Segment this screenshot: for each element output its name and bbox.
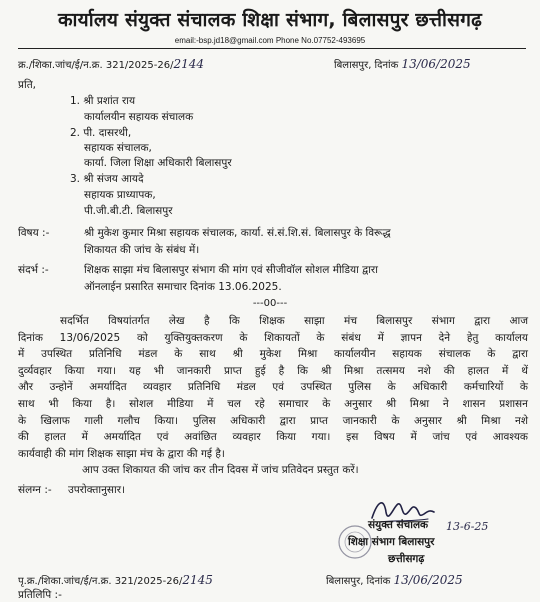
subject-line-2: शिकायत की जांच के संबंध में। [84, 244, 200, 256]
letter-number-prefix: क्र./शिका.जांच/ई/न.क्र. 321/2025-26/ [18, 60, 174, 71]
body-line: साथ भी किया है। सोशल मीडिया में चल रहे समाचार के अनुसार श्री मिश्रा ने शासन प्रशासन [18, 397, 528, 410]
copy-to-label: प्रतिलिपि :- [18, 589, 62, 601]
letter-date-label: बिलासपुर, दिनांक [334, 60, 399, 71]
reference-line-2: ऑनलाईन प्रसारित समाचार दिनांक 13.06.2025. [84, 281, 282, 293]
signatory-designation: संयुक्त संचालक [368, 519, 429, 531]
body-line: के खिलाफ गाली गलौच किया। पुलिस अधिकारी द्वारा प्राप्त जानकारी के अनुसार श्री मिश्रा नशे [18, 414, 528, 427]
recipient-2-name: 2. पी. दासरथी, [70, 127, 132, 139]
body-line: में उपस्थित प्रतिनिधि मंडल के साथ श्री मुकेश मिश्रा कार्यालयीन सहायक संचालक के द्वारा [18, 348, 528, 361]
recipient-1-designation: कार्यालयीन सहायक संचालक [84, 111, 194, 123]
reference-line-1: शिक्षक साझा मंच बिलासपुर संभाग की मांग एवं सीजीवॉल सोशल मीडिया द्वारा [84, 264, 378, 276]
letter-date [334, 57, 471, 71]
body-line: और उन्होनें अमर्यादित व्यवहार प्रतिनिधि मंडल एवं उपस्थित पुलिस के अधिकारी कर्मचारियों के [18, 381, 528, 394]
enclosure-label: संलग्न :- [18, 484, 52, 496]
signatory-office: शिक्षा संभाग बिलासपुर [348, 536, 435, 548]
body-line: की हालत में अमर्यादित एवं अवांछित व्यवहार किया गया। इस विषय में जांच एवं आवश्यक [18, 431, 528, 444]
subject-label: विषय :- [18, 227, 50, 239]
contact-line: email:-bsp.jd18@gmail.com Phone No.07752-493695 [174, 36, 366, 45]
reference-label: संदर्भ :- [18, 264, 49, 276]
to-label: प्रति, [18, 79, 37, 91]
endorsement-number-prefix: पृ.क्र./शिका.जांच/ई/न.क्र. 321/2025-26/ [18, 576, 183, 587]
signatory-state: छत्तीसगढ़ [388, 553, 425, 565]
body-line: दुर्व्यवहार किया गया। यह भी जानकारी प्राप्त हुई है कि श्री मिश्रा तत्समय नशे की हालत में थें [18, 364, 528, 377]
closing-line: आप उक्त शिकायत की जांच कर तीन दिवस में जांच प्रतिवेदन प्रस्तुत करें। [82, 464, 359, 476]
enclosure-value: उपरोक्तानुसार। [68, 484, 125, 496]
subject-line-1: श्री मुकेश कुमार मिश्रा सहायक संचालक, कार्या. सं.सं.शि.सं. बिलासपुर के विरूद्ध [84, 227, 391, 239]
body-paragraph [18, 313, 528, 462]
endorsement-date-handwritten: 13/06/2025 [393, 573, 463, 587]
endorsement-number-handwritten: 2145 [182, 573, 213, 587]
office-title: कार्यालय संयुक्त संचालक शिक्षा संभाग, बिलासपुर छत्तीसगढ़ [57, 9, 483, 31]
letter-number-handwritten: 2144 [173, 57, 204, 71]
recipient-3-name: 3. श्री संजय आयदे [70, 173, 144, 185]
recipient-2-designation: सहायक संचालक, [84, 142, 152, 154]
endorsement-date-label: बिलासपुर, दिनांक [326, 576, 391, 587]
recipient-3-office: पी.जी.बी.टी. बिलासपुर [84, 205, 173, 217]
body-line: दिनांक 13/06/2025 को युक्तियुक्तकरण के शिकायतों के संबंध में ज्ञापन देने हेतु कार्यालय [18, 331, 528, 344]
signature-date-handwritten: 13-6-25 [446, 520, 489, 533]
endorsement-date [326, 573, 463, 587]
letter-number [18, 57, 204, 71]
body-line: कार्यवाही की मांग शिक्षक साझा मंच के द्वारा की गई है। [18, 447, 225, 460]
endorsement-number [18, 573, 213, 587]
separator: ---00--- [252, 298, 288, 309]
recipient-3-designation: सहायक प्राध्यापक, [84, 189, 156, 201]
recipient-2-office: कार्या. जिला शिक्षा अधिकारी बिलासपुर [84, 157, 232, 169]
header-divider [18, 48, 526, 49]
letter-date-handwritten: 13/06/2025 [401, 57, 471, 71]
recipient-1-name: 1. श्री प्रशांत राय [70, 95, 136, 107]
body-line: सदर्भित विषयांतर्गत लेख है कि शिक्षक साझा मंच बिलासपुर संभाग द्वारा आज [60, 315, 528, 327]
